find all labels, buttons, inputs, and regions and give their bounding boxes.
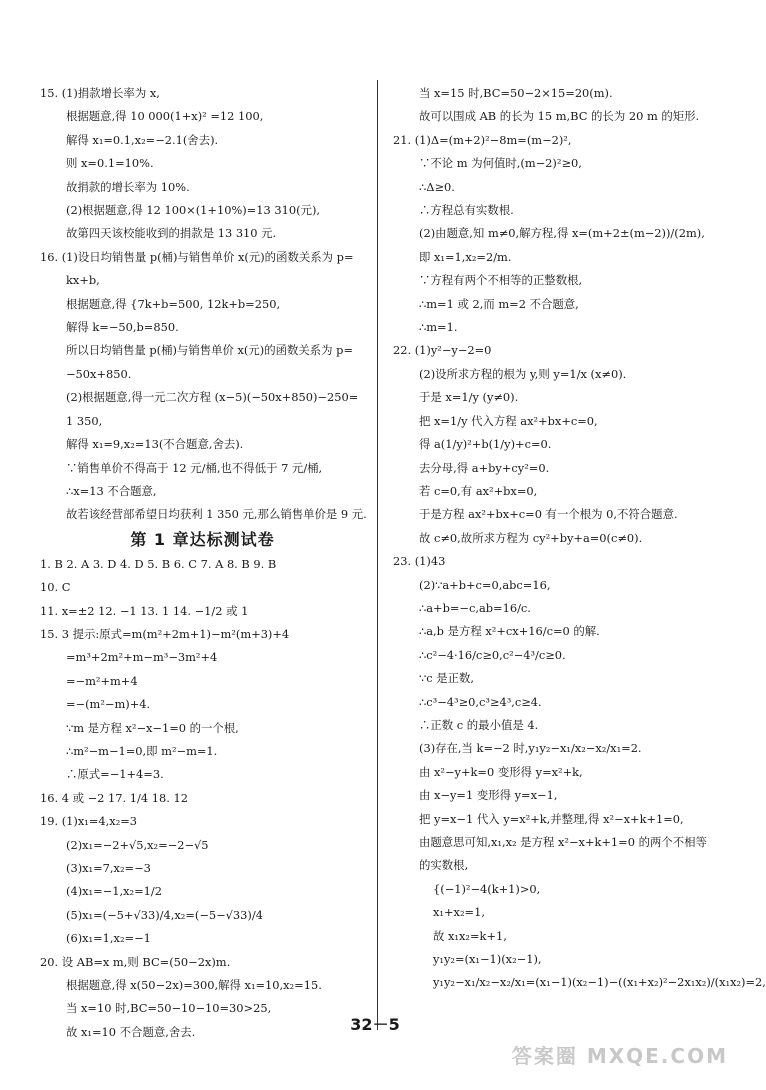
answer-line: 21. (1)Δ=(m+2)²−8m=(m−2)², — [393, 132, 572, 147]
answer-line: x₁+x₂=1, — [433, 905, 485, 920]
answer-line: 解得 x₁=9,x₂=13(不合题意,舍去). — [66, 437, 244, 452]
answer-line: ∵方程有两个不相等的正整数根, — [419, 273, 583, 288]
answer-line: 故 x₁x₂=k+1, — [433, 928, 507, 943]
answer-line: (2)x₁=−2+√5,x₂=−2−√5 — [66, 837, 209, 852]
answer-line: 故可以围成 AB 的长为 15 m,BC 的长为 20 m 的矩形. — [419, 109, 700, 124]
answer-line: {(−1)²−4(k+1)>0, — [433, 881, 541, 896]
answer-line: y₁y₂=(x₁−1)(x₂−1), — [433, 952, 542, 967]
answer-line: ∵c 是正数, — [419, 671, 475, 686]
answer-line: (2)根据题意,得一元二次方程 (x−5)(−50x+850)−250= — [66, 390, 359, 405]
chapter-test-answers — [40, 553, 365, 1045]
answer-line: 解得 k=−50,b=850. — [66, 320, 179, 335]
answer-line: 根据题意,得 x(50−2x)=300,解得 x₁=10,x₂=15. — [66, 978, 322, 993]
answer-line: 即 x₁=1,x₂=2/m. — [419, 249, 512, 264]
answer-line: ∴方程总有实数根. — [419, 203, 514, 218]
answer-line: 于是方程 ax²+bx+c=0 有一个根为 0,不符合题意. — [419, 507, 678, 522]
answer-line: (3)存在,当 k=−2 时,y₁y₂−x₁/x₂−x₂/x₁=2. — [419, 741, 642, 756]
answer-line: 11. x=±2 12. −1 13. 1 14. −1/2 或 1 — [40, 603, 249, 618]
watermark-logo: 答案圈 MXQE.COM — [511, 1044, 728, 1068]
answer-line: ∴a+b=−c,ab=16/c. — [419, 600, 531, 615]
answer-line: 22. (1)y²−y−2=0 — [393, 343, 492, 358]
page-number: 32－5 — [350, 1015, 400, 1034]
answer-line: 1 350, — [66, 413, 103, 428]
answer-line: ∴Δ≥0. — [419, 179, 455, 194]
answer-line: =−m²+m+4 — [66, 673, 138, 688]
answer-line: 故第四天该校能收到的捐款是 13 310 元. — [66, 226, 277, 241]
answer-line: 解得 x₁=0.1,x₂=−2.1(舍去). — [66, 132, 219, 147]
answer-line: (2)根据题意,得 12 100×(1+10%)=13 310(元), — [66, 203, 321, 218]
answer-line: 19. (1)x₁=4,x₂=3 — [40, 814, 138, 829]
answer-line: 故 c≠0,故所求方程为 cy²+by+a=0(c≠0). — [419, 530, 643, 545]
answer-line: 故捐款的增长率为 10%. — [66, 179, 190, 194]
answer-line: 15. (1)捐款增长率为 x, — [40, 86, 160, 100]
answer-line: =−(m²−m)+4. — [66, 697, 151, 712]
answer-line: (2)∵a+b+c=0,abc=16, — [419, 577, 551, 592]
answer-line: ∴m²−m−1=0,即 m²−m=1. — [66, 743, 218, 758]
answer-line: ∴m=1 或 2,而 m=2 不合题意, — [419, 296, 579, 311]
answer-line: −50x+850. — [66, 366, 132, 381]
answer-line: 根据题意,得 {7k+b=500, 12k+b=250, — [66, 296, 281, 311]
answer-line: 23. (1)43 — [393, 554, 446, 569]
answer-line: kx+b, — [66, 273, 100, 288]
answer-line: ∴a,b 是方程 x²+cx+16/c=0 的解. — [419, 624, 600, 639]
answer-line: 由 x−y=1 变形得 y=x−1, — [419, 788, 558, 803]
answer-line: ∴c²−4·16/c≥0,c²−4³/c≥0. — [419, 647, 566, 662]
answer-line: 16. (1)设日均销售量 p(桶)与销售单价 x(元)的函数关系为 p= — [40, 249, 354, 264]
section-title: 第 1 章达标测试卷 — [130, 529, 275, 549]
answer-line: y₁y₂−x₁/x₂−x₂/x₁=(x₁−1)(x₂−1)−((x₁+x₂)²−2x₁x₂)/(x₁x₂)=2, — [433, 975, 766, 990]
answer-line: =m³+2m²+m−m³−3m²+4 — [66, 650, 218, 665]
answer-line: (5)x₁=(−5+√33)/4,x₂=(−5−√33)/4 — [66, 907, 263, 922]
answer-line: ∵m 是方程 x²−x−1=0 的一个根, — [66, 720, 239, 735]
answer-line: 故 x₁=10 不合题意,舍去. — [66, 1024, 196, 1039]
answer-line: (6)x₁=1,x₂=−1 — [66, 931, 151, 946]
answer-line: 由 x²−y+k=0 变形得 y=x²+k, — [419, 764, 583, 779]
right-answers — [393, 82, 766, 995]
left-answers-continued — [40, 82, 365, 527]
answer-line: ∴c³−4³≥0,c³≥4³,c≥4. — [419, 694, 542, 709]
answer-line: (2)由题意,知 m≠0,解方程,得 x=(m+2±(m−2))/(2m), — [419, 226, 705, 241]
answer-line: ∴原式=−1+4=3. — [66, 767, 164, 782]
answer-line: 得 a(1/y)²+b(1/y)+c=0. — [419, 437, 552, 452]
answer-line: 由题意思可知,x₁,x₂ 是方程 x²−x+k+1=0 的两个不相等 — [419, 835, 707, 849]
answer-line: (2)设所求方程的根为 y,则 y=1/x (x≠0). — [419, 366, 627, 381]
column-divider — [377, 80, 378, 1030]
answer-line: 则 x=0.1=10%. — [66, 156, 154, 171]
answer-line: ∴m=1. — [419, 320, 458, 335]
answer-line: ∵不论 m 为何值时,(m−2)²≥0, — [419, 156, 582, 171]
answer-line: 1. B 2. A 3. D 4. D 5. B 6. C 7. A 8. B 9. B — [40, 556, 277, 571]
right-column — [393, 82, 766, 995]
answer-line: 把 y=x−1 代入 y=x²+k,并整理,得 x²−x+k+1=0, — [419, 811, 684, 826]
answer-line: ∴x=13 不合题意, — [66, 483, 157, 498]
left-column — [40, 82, 365, 1044]
answer-line: 16. 4 或 −2 17. 1/4 18. 12 — [40, 790, 188, 805]
answer-line: 根据题意,得 10 000(1+x)² =12 100, — [66, 109, 264, 124]
answer-line: (3)x₁=7,x₂=−3 — [66, 861, 151, 875]
answer-line: 把 x=1/y 代入方程 ax²+bx+c=0, — [419, 413, 598, 428]
answer-line: 20. 设 AB=x m,则 BC=(50−2x)m. — [40, 954, 231, 969]
answer-line: 所以日均销售量 p(桶)与销售单价 x(元)的函数关系为 p= — [66, 343, 354, 358]
answer-line: ∵销售单价不得高于 12 元/桶,也不得低于 7 元/桶, — [66, 460, 323, 475]
answer-line: 若 c=0,有 ax²+bx=0, — [419, 483, 538, 498]
answer-line: 于是 x=1/y (y≠0). — [419, 390, 519, 405]
answer-line: (4)x₁=−1,x₂=1/2 — [66, 884, 162, 899]
answer-line: 的实数根, — [419, 858, 469, 873]
answer-line: 去分母,得 a+by+cy²=0. — [419, 460, 550, 475]
answer-line: 当 x=10 时,BC=50−10−10=30>25, — [66, 1001, 272, 1016]
answer-line: 15. 3 提示:原式=m(m²+2m+1)−m²(m+3)+4 — [40, 626, 290, 641]
answer-line: ∴正数 c 的最小值是 4. — [419, 717, 539, 732]
answer-line: 当 x=15 时,BC=50−2×15=20(m). — [419, 86, 613, 100]
answer-line: 故若该经营部希望日均获利 1 350 元,那么销售单价是 9 元. — [66, 507, 367, 522]
answer-line: 10. C — [40, 580, 71, 595]
